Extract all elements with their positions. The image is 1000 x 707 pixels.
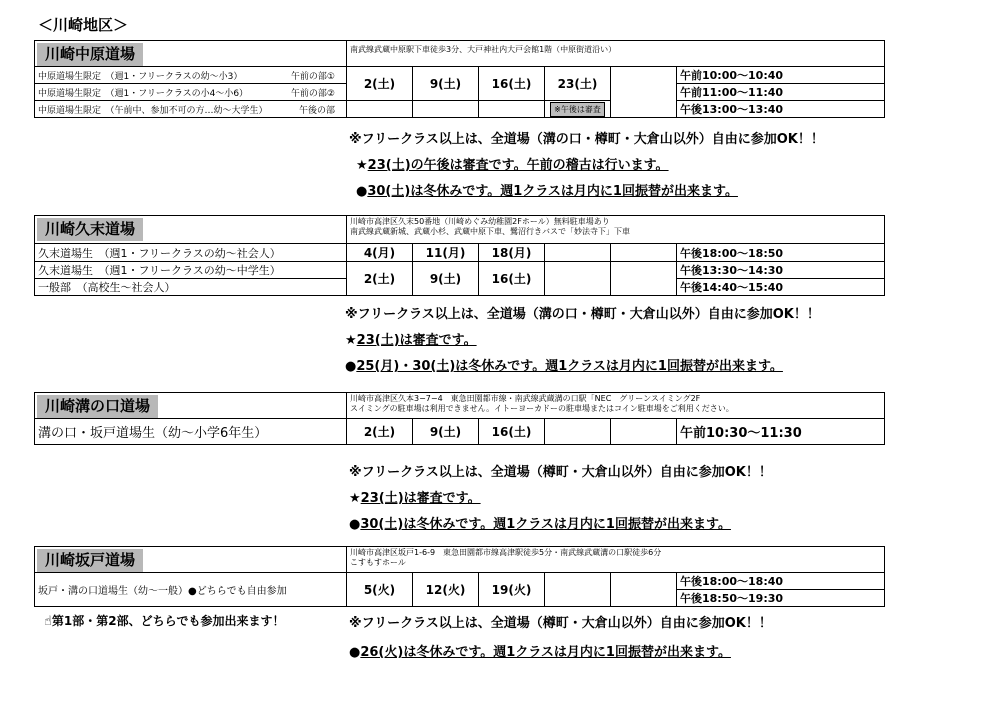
- kuzue-schedule-table: [34, 215, 885, 296]
- nakahara-row-2-group: 中原道場生限定 （週1・フリークラスの小4～小6） 午前の部②: [35, 84, 347, 101]
- mizonokuchi-date-1: 2(土): [347, 419, 413, 445]
- mizonokuchi-date-2: 9(土): [413, 419, 479, 445]
- nakahara-schedule-table: [34, 40, 885, 118]
- kuzue-row-2-group-1: 久末道場生 （週1・フリークラスの幼～中学生）: [35, 262, 347, 279]
- sakado-date-1: 5(火): [347, 573, 413, 607]
- nakahara-row-1-group: 中原道場生限定 （週1・フリークラスの幼～小3） 午前の部①: [35, 67, 347, 84]
- region-title: ＜川崎地区＞: [38, 16, 129, 34]
- kuzue-row-1-date-1: 4(月): [347, 244, 413, 262]
- sakado-time-1: 午後18:00～18:40: [677, 573, 885, 590]
- kuzue-note-star: ★23(土)は審査です。: [345, 333, 477, 348]
- kuzue-row-1-date-3: 18(月): [479, 244, 545, 262]
- nakahara-time-1: 午前10:00～10:40: [677, 67, 885, 84]
- kuzue-row-2-time-2: 午後14:40～15:40: [677, 279, 885, 296]
- kuzue-row-2-group-2: 一般部 （高校生～社会人）: [35, 279, 347, 296]
- sakado-note-free: ※フリークラス以上は、全道場（樽町・大倉山以外）自由に参加OK！！: [349, 616, 772, 631]
- nakahara-row-3-group: 中原道場生限定 （午前中、参加不可の方…幼～大学生） 午後の部: [35, 101, 347, 118]
- mizonokuchi-time: 午前10:30～11:30: [677, 419, 885, 445]
- sakado-time-2: 午後18:50～19:30: [677, 590, 885, 607]
- mizonokuchi-note-free: ※フリークラス以上は、全道場（樽町・大倉山以外）自由に参加OK！！: [349, 465, 772, 480]
- pointing-hand-icon: ☝: [44, 614, 52, 629]
- mizonokuchi-schedule-table: [34, 392, 885, 445]
- nakahara-note-holiday: ●30(土)は冬休みです。週1クラスは月内に1回振替が出来ます。: [356, 184, 738, 199]
- nakahara-date-1: 2(土): [347, 67, 413, 101]
- sakado-schedule-table: [34, 546, 885, 607]
- sakado-dojo-name: 川崎坂戸道場: [37, 549, 143, 572]
- kuzue-note-holiday: ●25(月)・30(土)は冬休みです。週1クラスは月内に1回振替が出来ます。: [345, 359, 783, 374]
- nakahara-note-star: ★23(土)の午後は審査です。午前の稽古は行います。: [356, 158, 669, 173]
- mizonokuchi-date-3: 16(土): [479, 419, 545, 445]
- nakahara-dojo-name: 川崎中原道場: [37, 43, 143, 66]
- nakahara-time-3: 午後13:00～13:40: [677, 101, 885, 118]
- sakado-side-note: ☝第1部・第2部、どちらでも参加出来ます！: [44, 614, 285, 629]
- sakado-address: 川崎市高津区坂戸1-6-9 東急田園都市線高津駅徒歩5分・南武線武蔵溝の口駅徒歩6分 こすもすホール: [347, 547, 885, 573]
- kuzue-row-1-group: 久末道場生 （週1・フリークラスの幼～社会人）: [35, 244, 347, 262]
- mizonokuchi-dojo-name: 川崎溝の口道場: [37, 395, 158, 418]
- kuzue-note-free: ※フリークラス以上は、全道場（溝の口・樽町・大倉山以外）自由に参加OK！！: [345, 307, 820, 322]
- mizonokuchi-address: 川崎市高津区久本3−7−4 東急田園都市線・南武線武蔵溝の口駅「NEC グリーンスイミング2F スイミングの駐車場は利用できません。イトーヨーカドーの駐車場またはコイン駐車場をご利用ください。: [347, 393, 885, 419]
- sakado-date-2: 12(火): [413, 573, 479, 607]
- nakahara-shinsa-badge: ※午後は審査: [550, 102, 605, 117]
- kuzue-row-1-date-2: 11(月): [413, 244, 479, 262]
- sakado-date-3: 19(火): [479, 573, 545, 607]
- nakahara-address: 南武線武蔵中原駅下車徒歩3分、大戸神社内大戸会館1階（中原街道沿い）: [347, 41, 885, 67]
- mizonokuchi-note-holiday: ●30(土)は冬休みです。週1クラスは月内に1回振替が出来ます。: [349, 517, 731, 532]
- nakahara-date-2: 9(土): [413, 67, 479, 101]
- kuzue-row-2-date-3: 16(土): [479, 262, 545, 296]
- kuzue-row-2-date-2: 9(土): [413, 262, 479, 296]
- kuzue-dojo-name: 川崎久末道場: [37, 218, 143, 241]
- nakahara-time-2: 午前11:00～11:40: [677, 84, 885, 101]
- sakado-note-holiday: ●26(火)は冬休みです。週1クラスは月内に1回振替が出来ます。: [349, 645, 731, 660]
- kuzue-address: 川崎市高津区久末50番地（川崎めぐみ幼稚園2Fホール）無料駐車場あり 南武線武蔵新城、武蔵小杉、武蔵中原下車、鷺沼行きバスで「妙法寺下」下車: [347, 216, 885, 244]
- kuzue-row-2-time-1: 午後13:30～14:30: [677, 262, 885, 279]
- kuzue-row-1-time: 午後18:00～18:50: [677, 244, 885, 262]
- mizonokuchi-group: 溝の口・坂戸道場生（幼～小学6年生）: [35, 419, 347, 445]
- nakahara-date-3: 16(土): [479, 67, 545, 101]
- nakahara-note-free: ※フリークラス以上は、全道場（溝の口・樽町・大倉山以外）自由に参加OK！！: [349, 132, 824, 147]
- kuzue-row-2-date-1: 2(土): [347, 262, 413, 296]
- sakado-group: 坂戸・溝の口道場生（幼～一般）●どちらでも自由参加: [35, 573, 347, 607]
- nakahara-date-4: 23(土): [545, 67, 611, 101]
- mizonokuchi-note-star: ★23(土)は審査です。: [349, 491, 481, 506]
